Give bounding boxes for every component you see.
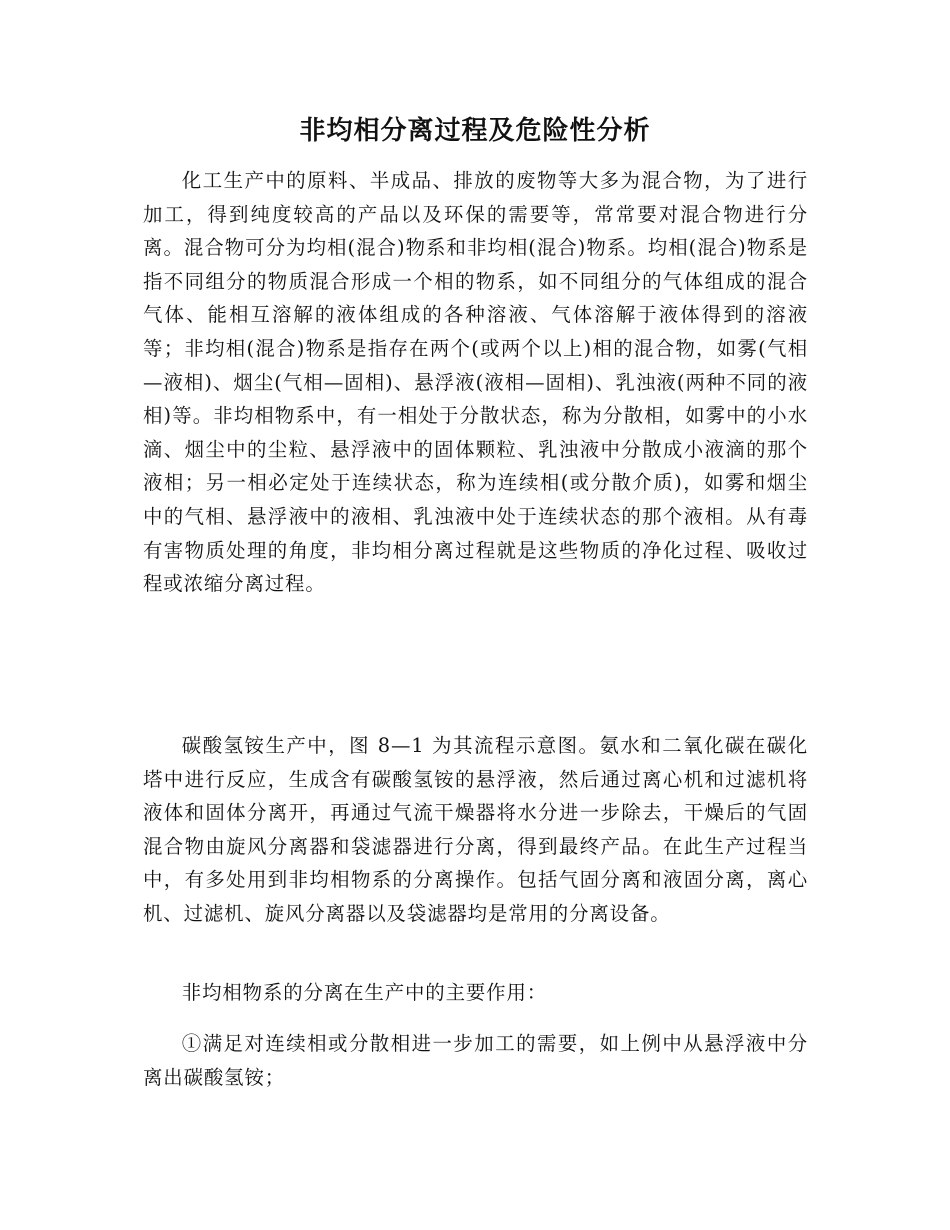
document-title: 非均相分离过程及危险性分析 bbox=[299, 116, 651, 146]
paragraph-function-item-1: ①满足对连续相或分散相进一步加工的需要，如上例中从悬浮液中分离出碳酸氢铵； bbox=[143, 1032, 808, 1089]
paragraph-intro: 化工生产中的原料、半成品、排放的废物等大多为混合物，为了进行加工，得到纯度较高的产品以及环保的需要等，常常要对混合物进行分离。混合物可分为均相(混合)物系和非均相(混合)物系。均相(混合)物系是指不同组分的物质混合形成一个相的物系，如不同组分的气体组成的混合气体、能相互溶解的液体组成的各种溶液、气体溶解于液体得到的溶液等；非均相(混合)物系是指存在两个(或两个以上)相的混合物，如雾(气相—液相)、烟尘(气相—固相)、悬浮液(液相—固相)、乳浊液(两种不同的液相)等。非均相物系中，有一相处于分散状态，称为分散相，如雾中的小水滴、烟尘中的尘粒、悬浮液中的固体颗粒、乳浊液中分散成小液滴的那个液相；另一相必定处于连续状态，称为连续相(或分散介质)，如雾和烟尘中的气相、悬浮液中的液相、乳浊液中处于连续状态的那个液相。从有毒有害物质处理的角度，非均相分离过程就是这些物质的净化过程、吸收过程或浓缩分离过程。 bbox=[143, 169, 808, 596]
paragraph-ammonium-bicarbonate: 碳酸氢铵生产中，图 8—1 为其流程示意图。氨水和二氧化碳在碳化塔中进行反应，生成含有碳酸氢铵的悬浮液，然后通过离心机和过滤机将液体和固体分离开，再通过气流干燥器将水分进一步除去，干燥后的气固混合物由旋风分离器和袋滤器进行分离，得到最终产品。在此生产过程当中，有多处用到非均相物系的分离操作。包括气固分离和液固分离，离心机、过滤机、旋风分离器以及袋滤器均是常用的分离设备。 bbox=[143, 734, 808, 925]
paragraph-main-functions: 非均相物系的分离在生产中的主要作用： bbox=[181, 981, 548, 1004]
